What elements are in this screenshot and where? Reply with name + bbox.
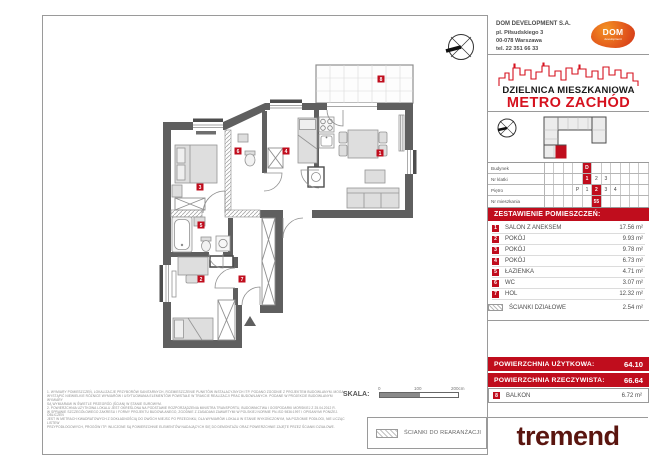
table-row: Nr klatki 1 2 3	[488, 174, 649, 185]
building-value: D	[583, 163, 592, 173]
chair	[339, 132, 347, 143]
room-number-badge: 5	[492, 269, 499, 276]
project-district: DZIELNICA MIESZKANIOWA	[502, 85, 635, 96]
room-number-badge: 7	[492, 291, 499, 298]
svg-text:7: 7	[240, 277, 244, 283]
table-row: 7 HOL 12.32 m²	[492, 289, 645, 300]
room-number-badge: 3	[492, 247, 499, 254]
table-row: 2 POKÓJ 9.93 m²	[492, 234, 645, 245]
partition-walls-row: ŚCIANKI DZIAŁOWE 2.54 m²	[492, 302, 645, 313]
toilet	[245, 154, 255, 166]
developer-address2: 00-078 Warszawa	[496, 37, 542, 44]
marker-1	[377, 150, 384, 158]
table-row: Nr mieszkania 55	[488, 196, 649, 207]
marker-2	[198, 276, 205, 284]
svg-text:6: 6	[236, 149, 240, 155]
marker-7	[239, 276, 246, 284]
svg-text:1: 1	[378, 151, 382, 157]
developer-address1: pl. Piłsudskiego 3	[496, 29, 544, 36]
marker-8	[378, 76, 385, 84]
radiator	[172, 271, 176, 297]
svg-text:4: 4	[284, 149, 288, 155]
gross-area-band: POWIERZCHNIA RZECZYWISTA: 66.64	[488, 373, 649, 387]
rearrangement-hatch-swatch	[376, 429, 398, 438]
marker-3	[197, 184, 204, 192]
developer-block	[488, 15, 649, 55]
marker-6	[235, 148, 242, 156]
table-row: Piętro P 1 2 3 4	[488, 185, 649, 196]
table-row: Budynek D	[488, 163, 649, 174]
table-row: 4 POKÓJ 6.73 m²	[492, 256, 645, 267]
desk	[178, 257, 208, 275]
bedroom3-door	[203, 191, 225, 213]
room-number-badge: 6	[492, 280, 499, 287]
scale-ruler	[379, 392, 459, 398]
room-number-badge: 4	[492, 258, 499, 265]
marker-5	[198, 222, 205, 230]
coffee-table	[365, 170, 385, 183]
chair	[379, 132, 387, 143]
chair	[186, 275, 198, 283]
room2-door	[215, 268, 235, 288]
entrance-door	[242, 287, 260, 305]
room-number-badge: 2	[492, 236, 499, 243]
table-row: 6 WC 3.07 m²	[492, 278, 645, 289]
siteplan-block	[488, 112, 649, 163]
wc-door	[264, 173, 282, 191]
disclaimer-text: 1. WYMIARY POMIESZCZEŃ, LOKALIZACJE PRZYBORÓW SANITARNYCH, ROZMIESZCZENIE PUNKTÓW INSTALACYJNYCH ITP. PODANO ZGODNIE Z PROJEKTEM BUDOWLANYM. MOGĄ WYSTĄPIĆ NIEWIELKIE RÓŻNICE WYMIARÓW I USYTUOWANIA ELEMENTÓW POWSTAŁE W TRAKCIE REALIZACJI PRAC BUDOWLANYCH. PODANE W PROJEKCIE BUDOWLANYM WYMIARY SĄ WYMIARAMI W ŚWIETLE PRZEGRÓD (ŚCIAN) W STANIE SUROWYM. 2. POWIERZCHNIA UŻYTKOWA LOKALU JEST OKREŚLONA NA PODSTAWIE ROZPORZĄDZENIA MINISTRA TRANSPORTU, BUDOWNICTWA I GOSPODARKI MORSKIEJ Z 25.04.2012 R. W SPRAWIE SZCZEGÓŁOWEGO ZAKRESU I FORMY PROJEKTU BUDOWLANEGO, ZGODNIE Z ZASADAMI ZAWARTYMI W POLSKIEJ NORMIE PN-ISO 9836:1997 I OPISANYMI PONIŻEJ. OBLICZEŃ JEST W METRACH KWADRATOWYCH Z DOKŁADNOŚCIĄ DO DWÓCH MIEJSC PO PRZECINKU, DLA WYMIARÓW LOKALU W STANIE WYKOŃCZONYM, NA POZIOMIE PODŁOGI, NIE LICZĄC LISTEW PRZYPODŁOGOWYCH, PROGÓW ITP. WLICZONE SĄ POWIERZCHNIE ELEMENTÓW NADAJĄCYCH SIĘ DO DEMONTAŻU ORAZ POWIERZCHNIE ZAJĘTE PRZEZ ŚCIANKI DZIAŁOWE.	[47, 390, 345, 430]
rooms-table	[488, 208, 649, 321]
chair	[339, 145, 347, 156]
radiator	[399, 115, 404, 151]
location-table	[488, 163, 649, 208]
compass-icon	[446, 35, 474, 60]
radiator	[196, 131, 216, 135]
project-name: METRO ZACHÓD	[506, 95, 631, 111]
dom-development-logo: DOM development	[591, 21, 635, 48]
svg-text:8: 8	[379, 77, 383, 83]
svg-text:3: 3	[198, 185, 202, 191]
minimap-apartment-highlight	[556, 146, 566, 158]
svg-text:5: 5	[199, 223, 203, 229]
skyline-icon	[496, 59, 641, 87]
svg-text:2: 2	[199, 277, 203, 283]
compass-small-icon	[495, 116, 519, 140]
building-minimap	[536, 115, 618, 161]
usable-area-band: POWIERZCHNIA UŻYTKOWA: 64.10	[488, 357, 649, 371]
wc-sink	[238, 134, 248, 142]
room-number-badge: 8	[493, 392, 500, 399]
developer-name: DOM DEVELOPMENT S.A.	[496, 21, 571, 27]
table-row: 5 ŁAZIENKA 4.71 m²	[492, 267, 645, 278]
entrance-arrow-icon	[244, 316, 256, 326]
tremend-logo: tremend	[516, 421, 620, 451]
marker-4	[283, 148, 290, 156]
rearrangement-legend: ŚCIANKI DO REARANŻACJI	[367, 417, 487, 449]
washing-machine	[216, 236, 230, 251]
gross-area-value: 66.64	[623, 375, 643, 385]
balcony	[316, 65, 413, 103]
living-passage-door	[283, 218, 303, 238]
scale-bar: SKALA: 0 100 200cm	[343, 386, 465, 398]
partition-hatch-swatch	[488, 304, 503, 311]
project-block	[488, 55, 649, 112]
sofa	[347, 188, 399, 208]
architect-brand-box	[487, 417, 648, 455]
table-row: 3 POKÓJ 9.78 m²	[492, 245, 645, 256]
developer-phone: tel. 22 351 66 33	[496, 45, 539, 52]
floor-selected: 2	[592, 185, 601, 195]
balcony-row: 8 BALKON 6.72 m²	[488, 388, 649, 403]
staircase-selected: 1	[583, 174, 592, 184]
toilet	[202, 241, 211, 252]
info-panel	[487, 15, 648, 455]
dining-table	[348, 130, 378, 158]
hall-cabinet	[210, 256, 233, 267]
room-number-badge: 1	[492, 225, 499, 232]
usable-area-value: 64.10	[623, 359, 643, 369]
rooms-table-title: ZESTAWIENIE POMIESZCZEŃ:	[488, 208, 649, 221]
table-row: 1 SALON Z ANEKSEM 17.56 m²	[492, 223, 645, 234]
apartment-number: 55	[592, 196, 601, 207]
